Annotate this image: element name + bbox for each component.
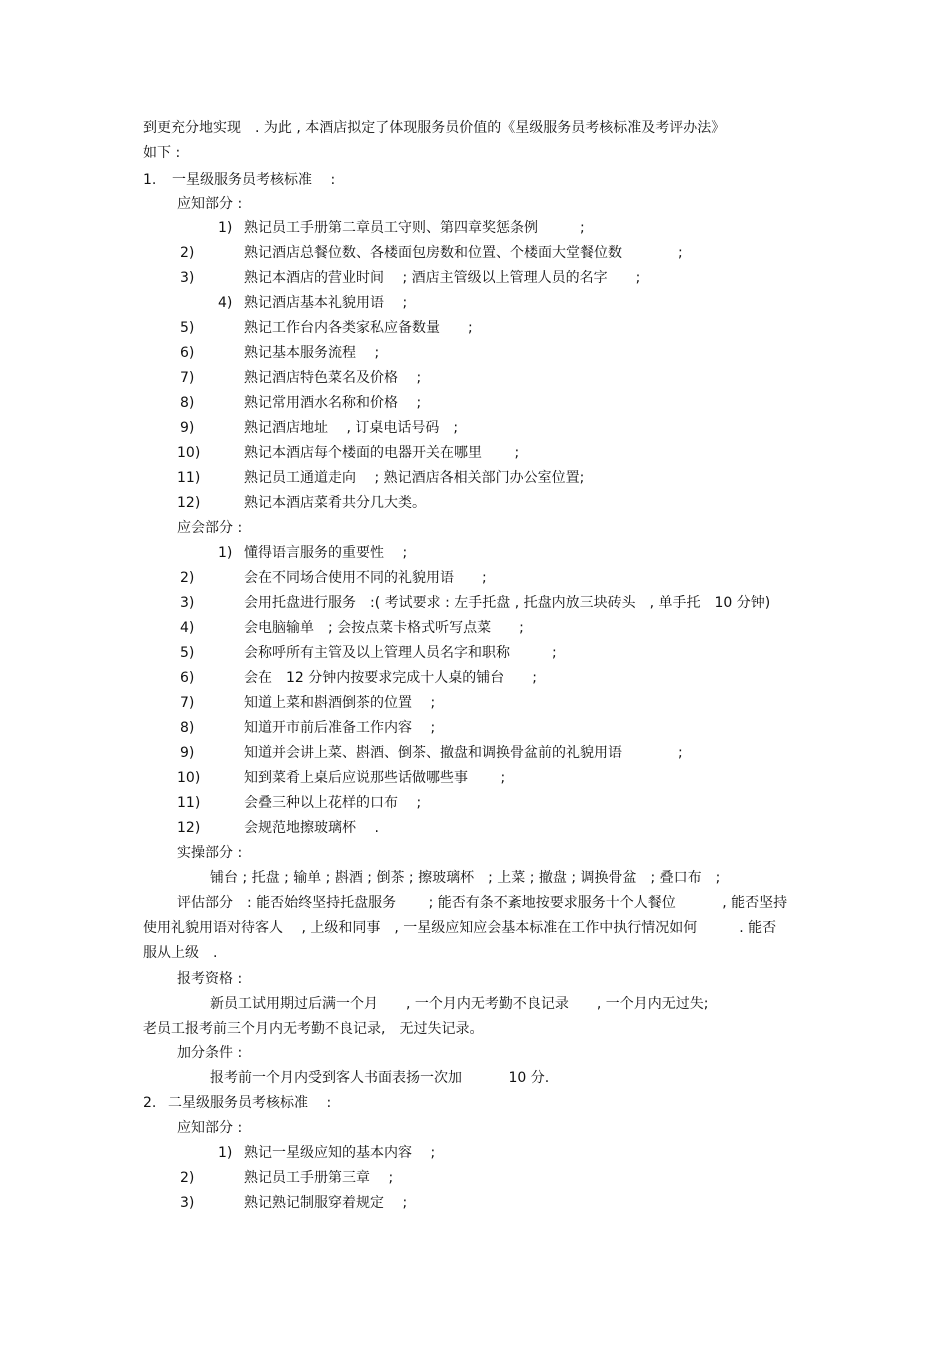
can-item-number: 10) <box>177 770 201 786</box>
can-item-text: 知道并会讲上菜、斟酒、倒茶、撤盘和调换骨盆前的礼貌用语 ; <box>244 745 683 761</box>
can-item-number: 2) <box>180 570 195 586</box>
can-item-number: 5) <box>180 645 195 661</box>
know-item-number: 10) <box>177 445 201 461</box>
know2-item-number: 2) <box>180 1170 195 1186</box>
can-item-text: 会电脑输单 ; 会按点菜卡格式听写点菜 ; <box>244 620 524 636</box>
intro-line-2: 如下 : <box>143 145 181 161</box>
know-item-number: 8) <box>180 395 195 411</box>
know-item-text: 熟记本酒店每个楼面的电器开关在哪里 ; <box>244 445 520 461</box>
assess-line-2: 使用礼貌用语对待客人 , 上级和同事 , 一星级应知应会基本标准在工作中执行情况如何 . 能否 <box>143 920 777 936</box>
practice-label: 实操部分 : <box>177 845 243 861</box>
know-item-text: 熟记酒店总餐位数、各楼面包房数和位置、个楼面大堂餐位数 ; <box>244 245 683 261</box>
can-item-number: 12) <box>177 820 201 836</box>
bonus-line-1: 报考前一个月内受到客人书面表扬一次加 10 分. <box>210 1070 550 1086</box>
can-item-text: 知道上菜和斟酒倒茶的位置 ; <box>244 695 436 711</box>
qualification-line-1: 新员工试用期过后满一个月 , 一个月内无考勤不良记录 , 一个月内无过失; <box>210 996 709 1012</box>
assess-line-3: 服从上级 . <box>143 945 218 961</box>
know-item-text: 熟记本酒店的营业时间 ; 酒店主管级以上管理人员的名字 ; <box>244 270 641 286</box>
assess-line-1: 评估部分 : 能否始终坚持托盘服务 ; 能否有条不紊地按要求服务十个人餐位 , 能否坚持 <box>177 895 788 911</box>
can-item-number: 4) <box>180 620 195 636</box>
know-item-number: 11) <box>177 470 201 486</box>
can-item-number: 9) <box>180 745 195 761</box>
section-2-title: 二星级服务员考核标准 : <box>168 1095 332 1111</box>
know-item-text: 熟记员工手册第二章员工守则、第四章奖惩条例 ; <box>244 220 585 236</box>
know-item-number: 6) <box>180 345 195 361</box>
can-item-text: 会称呼所有主管及以上管理人员名字和职称 ; <box>244 645 557 661</box>
can-item-number: 3) <box>180 595 195 611</box>
know-item-text: 熟记常用酒水名称和价格 ; <box>244 395 422 411</box>
know2-item-text: 熟记一星级应知的基本内容 ; <box>244 1145 436 1161</box>
qualification-line-2: 老员工报考前三个月内无考勤不良记录, 无过失记录。 <box>143 1021 484 1037</box>
can-item-number: 1) <box>218 545 233 561</box>
know-item-number: 9) <box>180 420 195 436</box>
section-1-title: 一星级服务员考核标准 : <box>172 172 336 188</box>
know2-item-number: 3) <box>180 1195 195 1211</box>
know-item-text: 熟记本酒店菜肴共分几大类。 <box>244 495 426 511</box>
can-item-text: 会在不同场合使用不同的礼貌用语 ; <box>244 570 487 586</box>
can-item-text: 会用托盘进行服务 :( 考试要求 : 左手托盘 , 托盘内放三块砖头 , 单手托 10 分钟) <box>244 595 771 611</box>
qualification-label: 报考资格 : <box>177 971 243 987</box>
section-1-number: 1. <box>143 172 157 188</box>
know-item-number: 2) <box>180 245 195 261</box>
know2-item-text: 熟记熟记制服穿着规定 ; <box>244 1195 408 1211</box>
can-item-number: 8) <box>180 720 195 736</box>
know-item-number: 12) <box>177 495 201 511</box>
can-item-text: 懂得语言服务的重要性 ; <box>244 545 408 561</box>
bonus-label: 加分条件 : <box>177 1045 243 1061</box>
know-item-number: 4) <box>218 295 233 311</box>
can-item-number: 7) <box>180 695 195 711</box>
can-item-text: 知到菜肴上桌后应说那些话做哪些事 ; <box>244 770 506 786</box>
know-item-text: 熟记酒店地址 , 订桌电话号码 ; <box>244 420 459 436</box>
know-label-1: 应知部分 : <box>177 196 243 212</box>
know-item-number: 5) <box>180 320 195 336</box>
know-item-text: 熟记酒店特色菜名及价格 ; <box>244 370 422 386</box>
can-label: 应会部分 : <box>177 520 243 536</box>
can-item-number: 6) <box>180 670 195 686</box>
can-item-text: 会在 12 分钟内按要求完成十人桌的铺台 ; <box>244 670 537 686</box>
know-item-number: 7) <box>180 370 195 386</box>
can-item-number: 11) <box>177 795 201 811</box>
can-item-text: 知道开市前后准备工作内容 ; <box>244 720 436 736</box>
practice-text: 铺台 ; 托盘 ; 输单 ; 斟酒 ; 倒茶 ; 擦玻璃杯 ; 上菜 ; 撤盘 ; 调换骨盆 ; 叠口布 ; <box>210 870 721 886</box>
know-item-number: 1) <box>218 220 233 236</box>
know-item-number: 3) <box>180 270 195 286</box>
know-item-text: 熟记员工通道走向 ; 熟记酒店各相关部门办公室位置; <box>244 470 585 486</box>
know-label-2: 应知部分 : <box>177 1120 243 1136</box>
know-item-text: 熟记酒店基本礼貌用语 ; <box>244 295 408 311</box>
know2-item-number: 1) <box>218 1145 233 1161</box>
section-2-number: 2. <box>143 1095 157 1111</box>
know-item-text: 熟记基本服务流程 ; <box>244 345 380 361</box>
know-item-text: 熟记工作台内各类家私应备数量 ; <box>244 320 473 336</box>
know2-item-text: 熟记员工手册第三章 ; <box>244 1170 394 1186</box>
can-item-text: 会规范地擦玻璃杯 . <box>244 820 379 836</box>
intro-line-1: 到更充分地实现 . 为此 , 本酒店拟定了体现服务员价值的《星级服务员考核标准及考评办法》 <box>143 120 726 136</box>
can-item-text: 会叠三种以上花样的口布 ; <box>244 795 422 811</box>
